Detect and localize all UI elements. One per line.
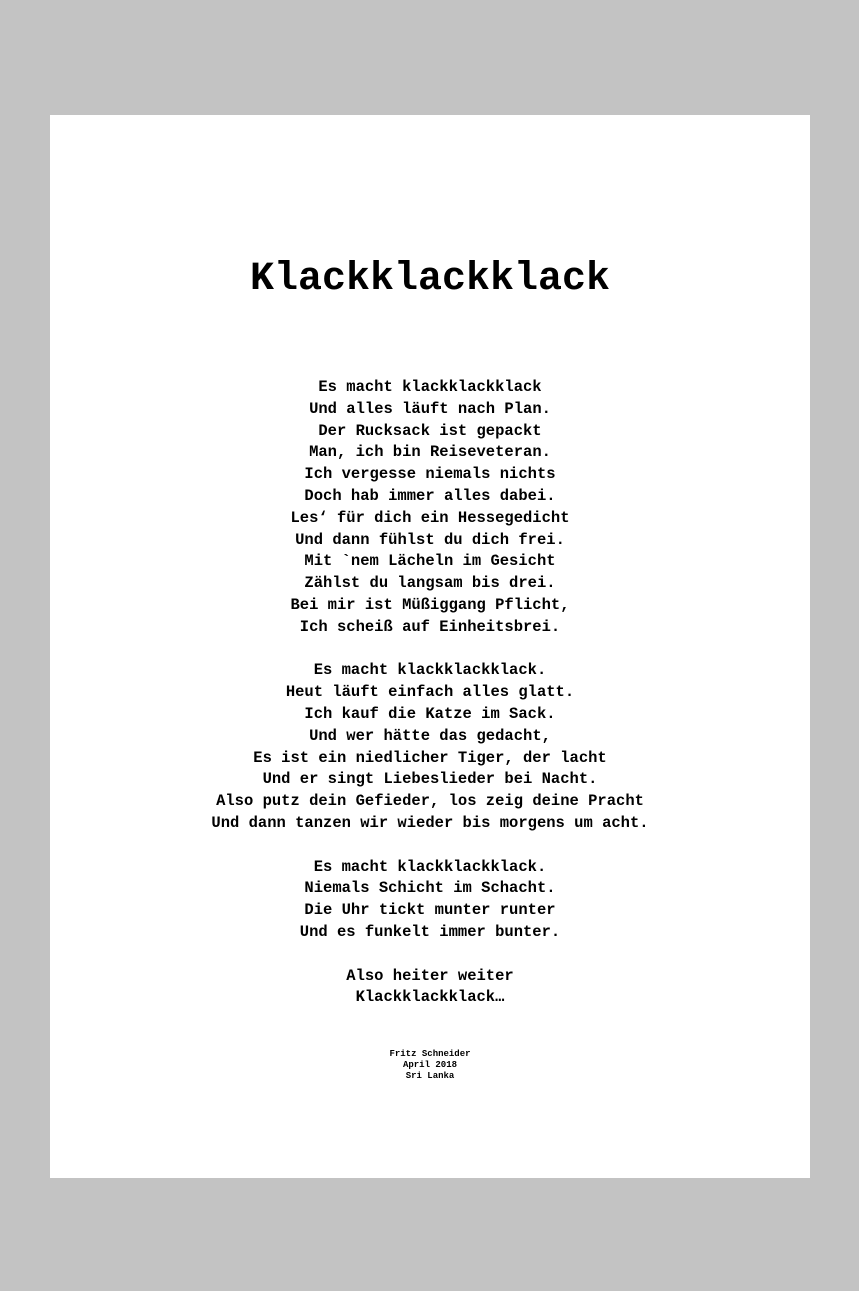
poem-date: April 2018 [402, 1060, 457, 1070]
poem-line: Man, ich bin Reiseveteran. [309, 443, 551, 462]
poem-line: Also heiter weiter [346, 966, 514, 985]
poem-line: Und er singt Liebeslieder bei Nacht. [262, 770, 598, 789]
poem-line: Und dann tanzen wir wieder bis morgens um acht. [211, 813, 649, 832]
poem-line: Also putz dein Gefieder, los zeig deine Pracht [216, 792, 644, 811]
poem-line: Ich vergesse niemals nichts [304, 465, 556, 484]
poem-line: Und wer hätte das gedacht, [309, 726, 551, 745]
stanza-3 [50, 857, 810, 944]
poem-line: Es macht klackklackklack [318, 378, 542, 396]
stanza-4 [50, 966, 810, 1010]
poem-line: Und es funkelt immer bunter. [299, 922, 561, 941]
poem-line: Ich scheiß auf Einheitsbrei. [299, 617, 561, 636]
stanza-2 [50, 660, 810, 834]
poem-line: Ich kauf die Katze im Sack. [304, 704, 556, 723]
poem-place: Sri Lanka [405, 1071, 455, 1081]
poem-line: Niemals Schicht im Schacht. [304, 879, 556, 898]
poem-line: Die Uhr tickt munter runter [304, 901, 556, 920]
poem-line: Doch hab immer alles dabei. [304, 486, 556, 505]
poem-line: Der Rucksack ist gepackt [318, 421, 542, 440]
poem-line: Klackklackklack… [355, 988, 505, 1007]
poem-line: Zählst du langsam bis drei. [304, 574, 556, 593]
poem-line: Es ist ein niedlicher Tiger, der lacht [253, 748, 607, 767]
poem-sheet [50, 115, 810, 1178]
poem-line: Heut läuft einfach alles glatt. [285, 683, 575, 702]
poem-line: Mit `nem Lächeln im Gesicht [304, 552, 556, 571]
stanza-1 [50, 377, 810, 639]
poem-body [50, 377, 810, 1031]
author-name: Fritz Schneider [389, 1049, 471, 1059]
poem-line: Und alles läuft nach Plan. [309, 399, 551, 418]
poem-title: Klackklackklack [249, 257, 611, 302]
poem-line: Und dann fühlst du dich frei. [295, 530, 565, 549]
signature-block [50, 1049, 810, 1082]
poem-line: Es macht klackklackklack. [313, 661, 547, 680]
poem-line: Bei mir ist Müßiggang Pflicht, [290, 595, 570, 614]
poem-line: Les‘ für dich ein Hessegedicht [290, 508, 570, 527]
poem-line: Es macht klackklackklack. [313, 857, 547, 876]
